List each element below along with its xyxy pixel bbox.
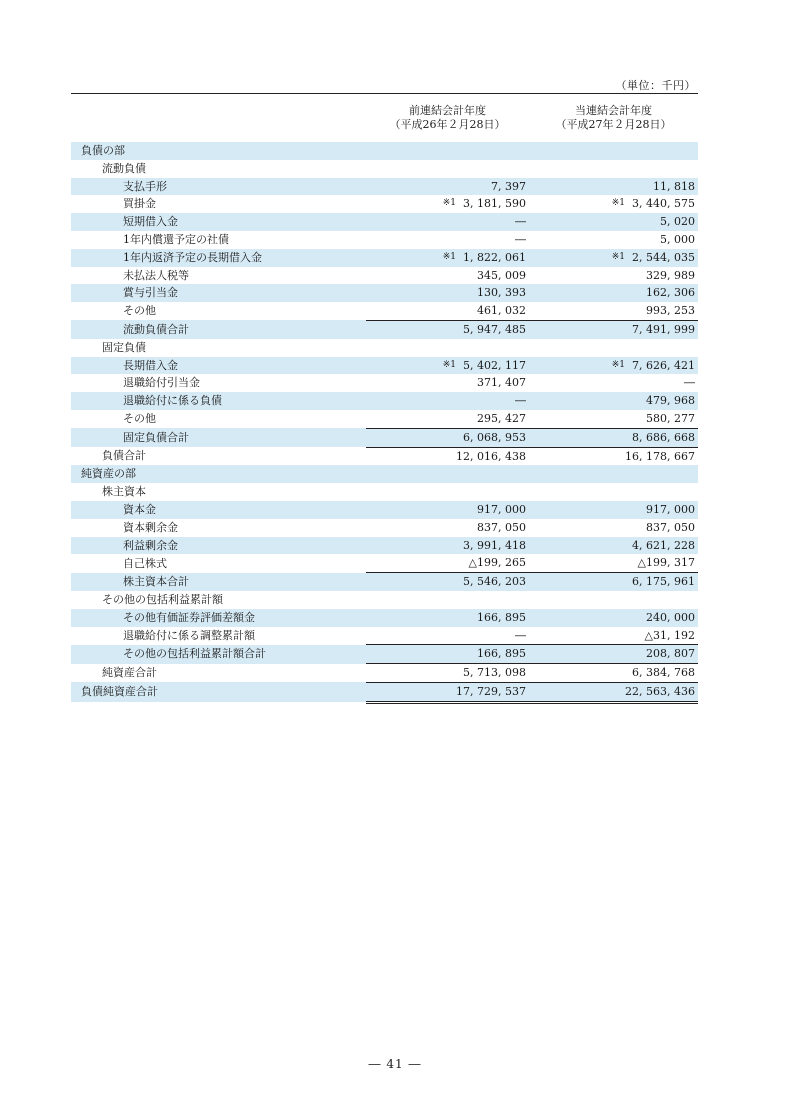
- table-row: [71, 178, 698, 196]
- row-label: 1年内返済予定の長期借入金: [71, 249, 366, 267]
- table-row-subtotal: [71, 428, 698, 447]
- prev-value: 5, 713, 098: [366, 664, 529, 683]
- prev-value: 3, 991, 418: [366, 537, 529, 555]
- table-row: [71, 465, 698, 483]
- prev-value: ―: [366, 392, 529, 410]
- cur-value: ※1 7, 626, 421: [529, 357, 698, 375]
- cur-value: 11, 818: [529, 178, 698, 196]
- table-row: [71, 537, 698, 555]
- cur-value: 22, 563, 436: [529, 682, 698, 702]
- table-row: [71, 609, 698, 627]
- prev-value: 7, 397: [366, 178, 529, 196]
- table-row: [71, 374, 698, 392]
- cur-value: 993, 253: [646, 304, 695, 318]
- row-label: 株主資本: [102, 485, 146, 499]
- prev-value: 5, 546, 203: [366, 573, 529, 591]
- cur-value: 837, 050: [646, 520, 695, 534]
- note-mark: ※1: [442, 359, 456, 370]
- column-prev-title: 前連結会計年度: [409, 104, 486, 117]
- table-header-row: [71, 94, 698, 143]
- table-row: [71, 231, 698, 249]
- prev-value: ※1 3, 181, 590: [366, 195, 529, 213]
- note-mark: ※1: [611, 359, 625, 370]
- row-label: 固定負債: [102, 340, 146, 354]
- prev-value: [366, 160, 529, 178]
- prev-value: △199, 265: [468, 556, 526, 570]
- prev-value: [366, 591, 529, 609]
- cur-value: 208, 807: [529, 645, 698, 664]
- row-label: 資本金: [71, 501, 366, 519]
- cur-value: 6, 175, 961: [529, 573, 698, 591]
- prev-value: 295, 427: [477, 411, 526, 425]
- balance-sheet-table: [71, 93, 698, 704]
- page-number: ― 41 ―: [368, 1057, 422, 1071]
- row-label: その他の包括利益累計額合計: [71, 645, 366, 664]
- row-label: 支払手形: [71, 178, 366, 196]
- unit-label: （単位：千円）: [615, 79, 696, 92]
- cur-value: 917, 000: [529, 501, 698, 519]
- table-row: [71, 410, 698, 428]
- header-blank: [71, 94, 366, 143]
- row-label: その他: [123, 304, 156, 318]
- prev-value: 166, 895: [366, 609, 529, 627]
- row-label: 短期借入金: [71, 213, 366, 231]
- row-label: その他有価証券評価差額金: [71, 609, 366, 627]
- row-label: 流動負債: [102, 161, 146, 175]
- table-row-grand-total: [71, 682, 698, 702]
- prev-value: ―: [515, 232, 526, 246]
- prev-value: ―: [515, 628, 526, 642]
- prev-value: [366, 339, 529, 357]
- row-label: 純資産の部: [71, 465, 366, 483]
- column-prev-date: （平成26年２月28日）: [389, 118, 506, 131]
- table-row: [71, 302, 698, 320]
- table-row: [71, 519, 698, 537]
- cur-value: 6, 384, 768: [529, 664, 698, 683]
- cur-value: [529, 339, 698, 357]
- row-label: 1年内償還予定の社債: [123, 232, 229, 246]
- row-label: 自己株式: [123, 556, 167, 570]
- note-mark: ※1: [611, 198, 625, 209]
- cur-value: [529, 483, 698, 501]
- prev-value: 345, 009: [477, 268, 526, 282]
- cur-value: 5, 020: [529, 213, 698, 231]
- cur-value: 240, 000: [529, 609, 698, 627]
- prev-value: [366, 465, 529, 483]
- row-label: 長期借入金: [71, 357, 366, 375]
- row-label: 利益剰余金: [71, 537, 366, 555]
- table-row: [71, 554, 698, 572]
- cur-value: 479, 968: [529, 392, 698, 410]
- table-row-subtotal: [71, 320, 698, 338]
- prev-value: [366, 142, 529, 160]
- prev-value: 166, 895: [366, 645, 529, 664]
- cur-value: 5, 000: [660, 232, 695, 246]
- cur-value: ―: [684, 376, 695, 390]
- prev-value: 837, 050: [477, 520, 526, 534]
- cur-value: 162, 306: [529, 284, 698, 302]
- prev-value: 12, 016, 438: [366, 447, 529, 465]
- cur-value: [529, 160, 698, 178]
- cur-value: 4, 621, 228: [529, 537, 698, 555]
- table-row: [71, 591, 698, 609]
- cur-value: ※1 2, 544, 035: [529, 249, 698, 267]
- cur-value: △31, 192: [644, 628, 695, 642]
- row-label: 負債合計: [102, 449, 146, 463]
- table-row: [71, 267, 698, 285]
- cur-value: ※1 3, 440, 575: [529, 195, 698, 213]
- cur-value: 329, 989: [646, 268, 695, 282]
- prev-value: 130, 393: [366, 284, 529, 302]
- table-row: [71, 392, 698, 410]
- note-mark: ※1: [442, 251, 456, 262]
- prev-value: ※1 5, 402, 117: [366, 357, 529, 375]
- table-row: [71, 339, 698, 357]
- cur-value: 7, 491, 999: [529, 320, 698, 338]
- prev-value: 461, 032: [477, 304, 526, 318]
- row-label: 純資産合計: [102, 666, 157, 680]
- row-label: 退職給付に係る負債: [71, 392, 366, 410]
- table-row: [71, 284, 698, 302]
- row-label: その他: [123, 412, 156, 426]
- row-label: 未払法人税等: [123, 268, 189, 282]
- column-header-prev: [366, 94, 529, 143]
- cur-value: 16, 178, 667: [529, 447, 698, 465]
- cur-value: [529, 591, 698, 609]
- table-row: [71, 357, 698, 375]
- cur-value: 580, 277: [646, 411, 695, 425]
- note-mark: ※1: [611, 251, 625, 262]
- row-label: その他の包括利益累計額: [102, 592, 223, 606]
- prev-value: ―: [366, 213, 529, 231]
- row-label: 退職給付引当金: [123, 376, 200, 390]
- prev-value: 917, 000: [366, 501, 529, 519]
- column-cur-title: 当連結会計年度: [575, 104, 652, 117]
- row-label: 負債純資産合計: [71, 682, 366, 702]
- row-label: 流動負債合計: [71, 320, 366, 338]
- row-label: 株主資本合計: [71, 573, 366, 591]
- table-row: [71, 142, 698, 160]
- table-row: [71, 160, 698, 178]
- table-row: [71, 249, 698, 267]
- cur-value: △199, 317: [637, 556, 695, 570]
- prev-value: 17, 729, 537: [366, 682, 529, 702]
- table-row: [71, 627, 698, 645]
- table-row: [71, 195, 698, 213]
- row-label: 買掛金: [123, 197, 156, 211]
- row-label: 退職給付に係る調整累計額: [123, 628, 255, 642]
- table-row-subtotal: [71, 645, 698, 664]
- prev-value: [366, 483, 529, 501]
- table-row: [71, 213, 698, 231]
- table-row: [71, 501, 698, 519]
- row-label: 賞与引当金: [71, 284, 366, 302]
- table-row-total: [71, 447, 698, 465]
- table-row-subtotal: [71, 573, 698, 591]
- column-header-cur: [529, 94, 698, 143]
- cur-value: [529, 142, 698, 160]
- table-row: [71, 483, 698, 501]
- cur-value: 8, 686, 668: [529, 428, 698, 447]
- prev-value: 371, 407: [477, 376, 526, 390]
- row-label: 負債の部: [71, 142, 366, 160]
- note-mark: ※1: [442, 198, 456, 209]
- prev-value: 6, 068, 953: [366, 428, 529, 447]
- table-row-total: [71, 664, 698, 683]
- prev-value: ※1 1, 822, 061: [366, 249, 529, 267]
- row-label: 資本剰余金: [123, 520, 178, 534]
- prev-value: 5, 947, 485: [366, 320, 529, 338]
- row-label: 固定負債合計: [71, 428, 366, 447]
- cur-value: [529, 465, 698, 483]
- column-cur-date: （平成27年２月28日）: [555, 118, 672, 131]
